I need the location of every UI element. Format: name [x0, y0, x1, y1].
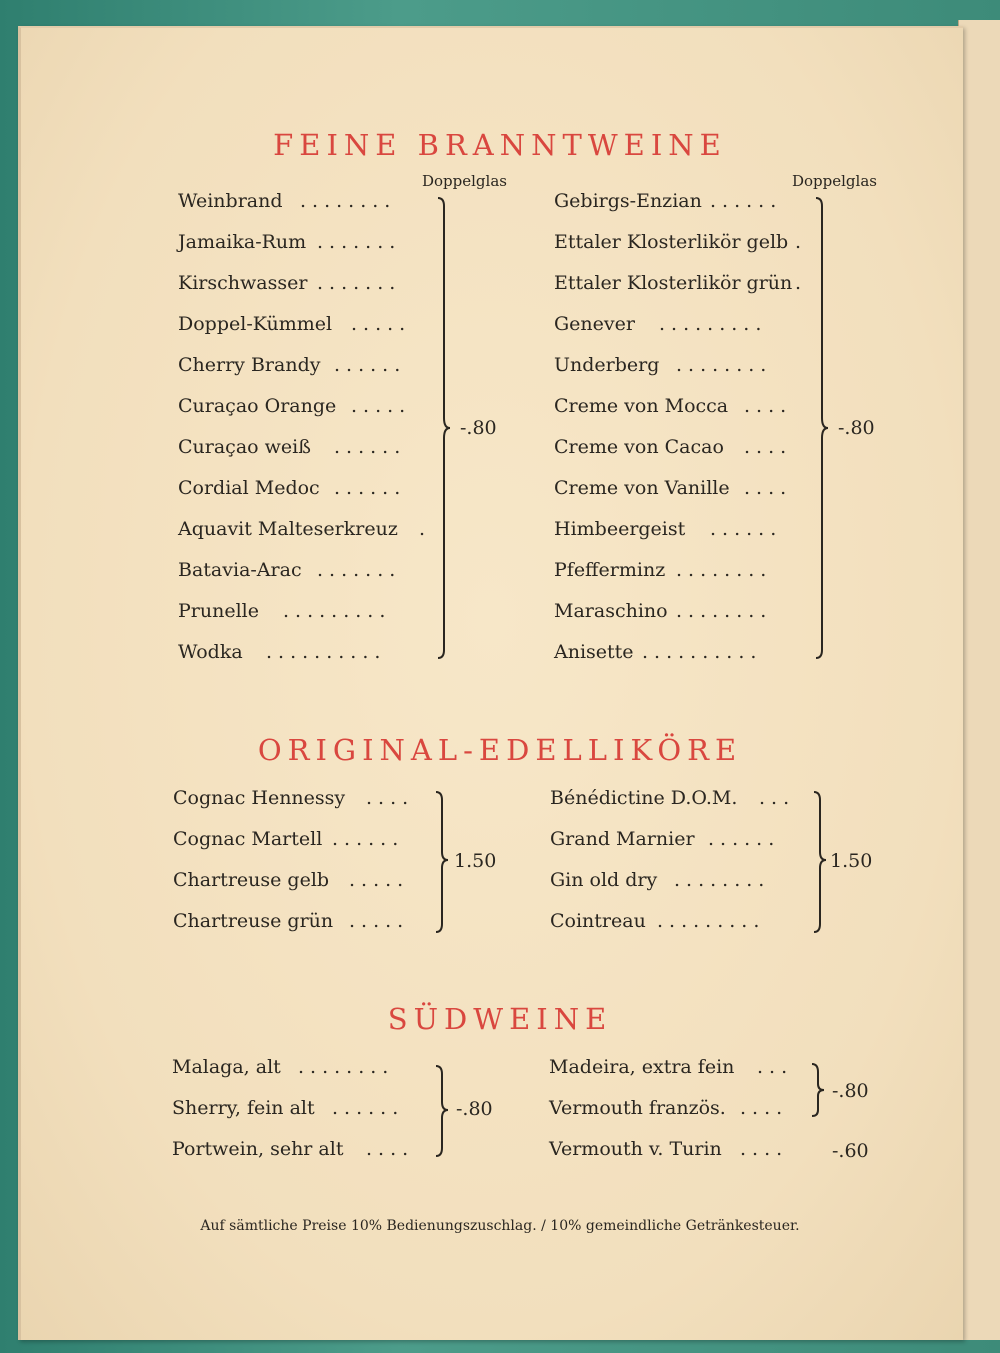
leader-dots: ......	[334, 477, 407, 499]
menu-item: Grand Marnier	[550, 828, 695, 850]
leader-dots: .	[795, 272, 808, 294]
menu-item: Pfefferminz	[554, 559, 666, 581]
edel-left-brace	[434, 790, 454, 940]
leader-dots: ........	[674, 869, 771, 891]
leader-dots: ....	[740, 1097, 789, 1119]
menu-item: Anisette	[554, 641, 634, 663]
menu-item: Doppel-Kümmel	[178, 313, 333, 335]
menu-item: Prunelle	[178, 600, 259, 622]
menu-item: Madeira, extra fein	[549, 1056, 735, 1078]
menu-item: Batavia-Arac	[178, 559, 302, 581]
menu-item: Vermouth französ.	[549, 1097, 726, 1119]
edel-right-brace	[812, 790, 832, 940]
leader-dots: .	[795, 231, 808, 253]
menu-item: Gebirgs-Enzian	[554, 190, 702, 212]
leader-dots: ....	[740, 1138, 789, 1160]
leader-dots: ....	[366, 1138, 415, 1160]
menu-item: Cointreau	[550, 910, 646, 932]
leader-dots: ....	[366, 787, 415, 809]
leader-dots: .......	[317, 272, 402, 294]
edel-left-price: 1.50	[454, 850, 497, 872]
menu-item: Chartreuse gelb	[173, 869, 330, 891]
menu-item: Maraschino	[554, 600, 668, 622]
leader-dots: .	[419, 518, 432, 540]
leader-dots: .........	[657, 910, 766, 932]
edel-right-price: 1.50	[830, 850, 873, 872]
leader-dots: ........	[676, 559, 773, 581]
menu-item: Cognac Martell	[173, 828, 323, 850]
suedweine-heading: SÜDWEINE	[387, 1002, 613, 1036]
leader-dots: ....	[744, 436, 793, 458]
leader-dots: ....	[744, 395, 793, 417]
leader-dots: ........	[298, 1056, 395, 1078]
leader-dots: ........	[300, 190, 397, 212]
leader-dots: ......	[708, 828, 781, 850]
left-doppelglas-label: Doppelglas	[422, 172, 507, 190]
leader-dots: .....	[351, 395, 412, 417]
feine-left-price: -.80	[460, 417, 497, 439]
leader-dots: .........	[283, 600, 392, 622]
menu-item: Chartreuse grün	[173, 910, 334, 932]
leader-dots: ....	[744, 477, 793, 499]
leader-dots: ......	[710, 190, 783, 212]
leader-dots: ......	[334, 354, 407, 376]
menu-item: Gin old dry	[550, 869, 658, 891]
menu-item: Cordial Medoc	[178, 477, 320, 499]
leader-dots: ........	[676, 354, 773, 376]
menu-item: Aquavit Malteserkreuz	[178, 518, 398, 540]
leader-dots: ..........	[642, 641, 763, 663]
sued-right-brace	[810, 1062, 830, 1122]
menu-item: Genever	[554, 313, 635, 335]
leader-dots: .....	[349, 910, 410, 932]
next-page-edge	[958, 20, 1000, 1340]
menu-item: Wodka	[178, 641, 243, 663]
menu-item: Weinbrand	[178, 190, 283, 212]
leader-dots: ......	[332, 828, 405, 850]
menu-item: Ettaler Klosterlikör grün	[554, 272, 793, 294]
menu-item: Jamaika-Rum	[178, 231, 307, 253]
leader-dots: ...	[759, 787, 796, 809]
leader-dots: ......	[334, 436, 407, 458]
sued-right-single-price: -.60	[832, 1140, 869, 1162]
original-edellikoere-heading: ORIGINAL-EDELLIKÖRE	[257, 733, 743, 767]
menu-item: Cherry Brandy	[178, 354, 321, 376]
menu-item: Curaçao Orange	[178, 395, 337, 417]
footer-note: Auf sämtliche Preise 10% Bedienungszuschlag. / 10% gemeindliche Getränkesteuer.	[200, 1218, 800, 1234]
menu-item: Creme von Vanille	[554, 477, 730, 499]
menu-item: Creme von Mocca	[554, 395, 729, 417]
sued-right-group-price: -.80	[832, 1080, 869, 1102]
menu-item: Kirschwasser	[178, 272, 308, 294]
menu-item: Ettaler Klosterlikör gelb	[554, 231, 789, 253]
menu-item: Cognac Hennessy	[173, 787, 346, 809]
sued-left-price: -.80	[456, 1098, 493, 1120]
menu-item: Creme von Cacao	[554, 436, 724, 458]
leader-dots: .....	[349, 869, 410, 891]
leader-dots: ...	[757, 1056, 794, 1078]
feine-left-brace	[436, 196, 456, 666]
leader-dots: ......	[332, 1097, 405, 1119]
feine-right-price: -.80	[838, 417, 875, 439]
sued-left-brace	[434, 1064, 454, 1164]
menu-item: Bénédictine D.O.M.	[550, 787, 738, 809]
menu-item: Sherry, fein alt	[172, 1097, 315, 1119]
leader-dots: .......	[317, 559, 402, 581]
leader-dots: .......	[317, 231, 402, 253]
menu-item: Himbeergeist	[554, 518, 686, 540]
menu-item: Malaga, alt	[172, 1056, 281, 1078]
leader-dots: ..........	[266, 641, 387, 663]
feine-branntweine-heading: FEINE BRANNTWEINE	[273, 128, 727, 162]
menu-item: Underberg	[554, 354, 660, 376]
leader-dots: .....	[351, 313, 412, 335]
menu-item: Portwein, sehr alt	[172, 1138, 344, 1160]
feine-right-brace	[814, 196, 834, 666]
leader-dots: ........	[676, 600, 773, 622]
leader-dots: .........	[659, 313, 768, 335]
menu-item: Vermouth v. Turin	[549, 1138, 722, 1160]
menu-item: Curaçao weiß	[178, 436, 311, 458]
leader-dots: ......	[710, 518, 783, 540]
right-doppelglas-label: Doppelglas	[792, 172, 877, 190]
